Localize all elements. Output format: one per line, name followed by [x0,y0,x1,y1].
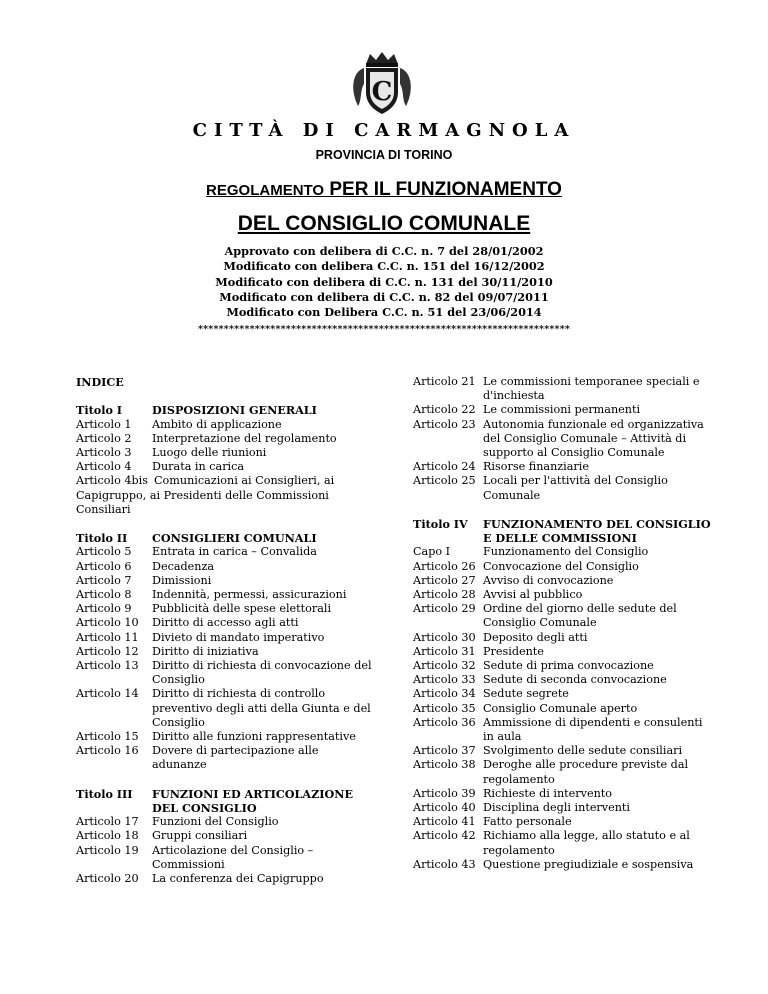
index-entry [413,474,713,502]
entry-label: Articolo 3 [76,446,132,459]
entry-text: Sedute segrete [483,687,569,701]
entry-text: Dovere di partecipazione alle adunanze [152,744,319,772]
entry-text: Richiamo alla legge, allo statuto e al regolamento [483,829,690,857]
index-entry [76,531,376,545]
entry-text: Indennità, permessi, assicurazioni [152,588,347,602]
entry-label: Articolo 28 [413,588,476,602]
entry-text: Durata in carica [152,460,245,474]
entry-text: Interpretazione del regolamento [152,431,337,445]
entry-label: Articolo 11 [76,630,139,644]
entry-text: Svolgimento delle sedute consiliari [483,744,683,758]
entry-label: Articolo 10 [76,616,139,630]
entry-text: Questione pregiudiziale e sospensiva [483,857,694,871]
index-entry [76,645,376,659]
index-entry [76,574,376,588]
entry-text: Le commissioni temporanee speciali e d'inchiesta [483,375,700,403]
title-word: REGOLAMENTO [206,182,325,199]
index-entry [76,432,376,446]
entry-text: Sedute di seconda convocazione [483,673,667,687]
entry-text: Articolazione del Consiglio – Commissioni [152,843,314,871]
entry-text: FUNZIONI ED ARTICOLAZIONE DEL CONSIGLIO [152,786,353,816]
index-entry [413,758,713,786]
entry-label: Articolo 39 [413,786,476,800]
entry-label: Titolo III [76,786,133,801]
entry-label: Articolo 34 [413,687,476,701]
entry-label: Articolo 12 [76,644,139,658]
entry-label: Articolo 31 [413,644,476,658]
index-entry [76,815,376,829]
entry-label: Articolo 19 [76,843,139,857]
entry-label: Articolo 13 [76,659,139,673]
index-entry [413,517,713,545]
entry-text: La conferenza dei Capigruppo [152,872,324,886]
index-entry [413,574,713,588]
entry-text: Luogo delle riunioni [152,446,267,459]
index-entry [413,801,713,815]
entry-text: Disciplina degli interventi [483,801,631,815]
entry-label: Articolo 7 [76,573,132,587]
entry-label: Articolo 41 [413,815,476,829]
index-entry [76,829,376,843]
entry-text: Risorse finanziarie [483,460,589,474]
entry-text: Avvisi al pubblico [483,588,583,602]
entry-text: Diritto alle funzioni rappresentative [152,730,356,744]
entry-label: Articolo 15 [76,730,139,744]
entry-text: Deposito degli atti [483,630,588,644]
entry-text: Presidente [483,644,544,658]
entry-text: Diritto di richiesta di convocazione del Consiglio [152,659,372,687]
approval-line: Modificato con delibera di C.C. n. 131 del 30/11/2010 [215,274,553,289]
document-title-line2: DEL CONSIGLIO COMUNALE [237,212,531,235]
index-entry [76,602,376,616]
entry-label: Articolo 20 [76,872,139,886]
index-entry [76,659,376,687]
entry-text: FUNZIONAMENTO DEL CONSIGLIO E DELLE COMMISSIONI [483,517,711,546]
entry-label: Articolo 8 [76,588,132,602]
index-entry [76,844,376,872]
entry-text: Avviso di convocazione [483,573,614,587]
index-heading: INDICE [76,375,124,389]
index-entry [76,403,376,417]
index-entry [413,602,713,630]
entry-text: Funzioni del Consiglio [152,815,279,829]
index-entry [413,829,713,857]
entry-text: DISPOSIZIONI GENERALI [152,403,317,418]
entry-label: Articolo 1 [76,417,132,431]
entry-text: CONSIGLIERI COMUNALI [152,531,317,546]
entry-text: Pubblicità delle spese elettorali [152,602,332,616]
entry-label: Articolo 23 [413,417,476,431]
city-name: CITTÀ DI CARMAGNOLA [192,120,576,141]
index-entry [76,560,376,574]
index-entry [413,631,713,645]
index-entry [76,872,376,886]
entry-label: Articolo 36 [413,715,476,729]
index-entry [76,616,376,630]
entry-text: Fatto personale [483,815,572,829]
entry-label: Articolo 33 [413,673,476,687]
entry-label: Articolo 21 [413,375,476,388]
entry-label: Articolo 40 [413,801,476,815]
entry-label: Articolo 24 [413,460,476,474]
entry-label: Articolo 2 [76,431,132,445]
entry-text: Le commissioni permanenti [483,403,641,417]
entry-label: Articolo 14 [76,687,139,701]
entry-label: Articolo 4bis [76,474,148,488]
index-entry [76,588,376,602]
entry-label: Articolo 35 [413,701,476,715]
entry-label: Articolo 25 [413,474,476,488]
index-entry [413,645,713,659]
entry-text: Locali per l'attività del Consiglio Comunale [483,474,668,502]
entry-text: Consiglio Comunale aperto [483,701,638,715]
index-entry [76,631,376,645]
approval-line: Approvato con delibera di C.C. n. 7 del 28/01/2002 [224,244,544,258]
entry-text: Diritto di accesso agli atti [152,616,299,630]
entry-label: Articolo 32 [413,659,476,673]
entry-label: Articolo 17 [76,815,139,829]
index-entry [413,545,713,559]
entry-label: Articolo 43 [413,857,476,871]
entry-text: Dimissioni [152,573,212,587]
entry-label: Articolo 27 [413,573,476,587]
entry-label: Articolo 42 [413,829,476,843]
index-entry [413,588,713,602]
index-entry [413,858,713,872]
index-entry [413,659,713,673]
entry-text: Decadenza [152,559,215,573]
entry-text: Ambito di applicazione [152,417,282,431]
entry-label: Articolo 6 [76,559,132,573]
entry-text: Convocazione del Consiglio [483,559,639,573]
index-entry [413,716,713,744]
index-entry [76,446,376,460]
index-entry [413,687,713,701]
index-entry [413,375,713,403]
entry-label: Articolo 29 [413,602,476,616]
index-entry [413,460,713,474]
index-entry [76,744,376,772]
entry-label: Titolo II [76,531,128,546]
entry-text: Entrata in carica – Convalida [152,545,317,559]
separator-line: ************************************************************************ [197,324,571,335]
index-entry [76,687,376,730]
entry-text: Ordine del giorno delle sedute del Consiglio Comunale [483,602,677,630]
entry-label: Articolo 4 [76,460,132,474]
entry-label: Titolo I [76,403,123,418]
index-entry [76,730,376,744]
index-entry [76,474,376,517]
entry-label: Articolo 38 [413,758,476,772]
entry-label: Articolo 22 [413,403,476,417]
entry-label: Articolo 37 [413,744,476,758]
province-name: PROVINCIA DI TORINO [315,148,453,162]
entry-text: Diritto di richiesta di controllo preventivo degli atti della Giunta e del Consiglio [152,687,371,729]
entry-label: Articolo 9 [76,602,132,616]
index-entry [413,815,713,829]
svg-text:C: C [371,77,393,107]
index-entry [413,744,713,758]
entry-text: Comunicazioni ai Consiglieri, ai Capigruppo, ai Presidenti delle Commissioni Consiliari [76,474,335,516]
approval-line: Modificato con Delibera C.C. n. 51 del 23/06/2014 [226,305,542,320]
entry-text: Diritto di iniziativa [152,644,259,658]
title-rest: PER IL FUNZIONAMENTO [324,179,562,200]
index-entry [413,673,713,687]
entry-text: Richieste di intervento [483,786,613,800]
entry-text: Autonomia funzionale ed organizzativa del Consiglio Comunale – Attività di supporto al Consiglio Comunale [483,417,704,460]
document-title-line1 [0,179,768,201]
entry-text: Sedute di prima convocazione [483,659,654,673]
index-entry [413,702,713,716]
entry-label: Articolo 18 [76,829,139,843]
index-left-column [76,375,376,886]
entry-label: Articolo 5 [76,545,132,559]
entry-label: Articolo 30 [413,630,476,644]
index-entry [413,560,713,574]
entry-text: Deroghe alle procedure previste dal regolamento [483,758,689,786]
entry-label: Articolo 16 [76,744,139,758]
entry-label: Titolo IV [413,517,468,532]
index-right-column [413,375,713,872]
approval-history [0,244,768,320]
entry-text: Gruppi consiliari [152,829,248,843]
index-entry [413,418,713,461]
approval-line: Modificato con delibera di C.C. n. 82 del 09/07/2011 [219,289,549,304]
approval-line: Modificato con delibera C.C. n. 151 del 16/12/2002 [223,259,545,274]
index-entry [76,460,376,474]
entry-text: Funzionamento del Consiglio [483,545,649,559]
index-entry [413,403,713,417]
index-entry [76,418,376,432]
index-entry [76,787,376,815]
entry-text: Ammissione di dipendenti e consulenti in aula [483,715,703,744]
entry-text: Divieto di mandato imperativo [152,630,325,644]
entry-label: Capo I [413,545,451,559]
entry-label: Articolo 26 [413,559,476,573]
index-entry [76,545,376,559]
index-entry [413,787,713,801]
city-crest-icon [350,50,414,116]
